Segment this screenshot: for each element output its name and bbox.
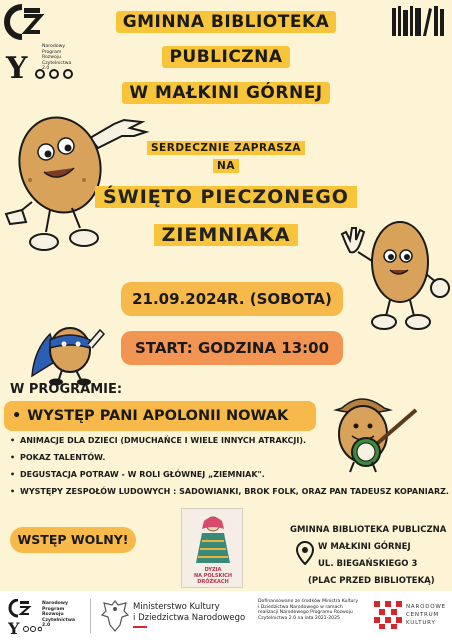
czy-caption-line: Czytelnictwa — [42, 60, 72, 66]
footer-czy-line: Rozwoju — [42, 612, 64, 618]
title-line-1: GMINNA BIBLIOTEKA — [0, 12, 452, 32]
event-name-line-1: ŚWIĘTO PIECZONEGO — [0, 186, 452, 208]
funding-note-line: realizacji Narodowego Programu Rozwoju — [258, 610, 353, 616]
nck-name — [406, 603, 446, 627]
free-entry-label: WSTĘP WOLNY! — [17, 532, 129, 547]
czy-caption-line: Narodowy — [42, 44, 66, 49]
footer-czy-line: Program — [42, 606, 65, 612]
nck-logo-icon — [374, 601, 402, 629]
potato-waving-illustration — [340, 216, 452, 332]
czy-caption-line: 2.0 — [42, 66, 50, 72]
czy-caption-line: Rozwoju — [42, 55, 61, 61]
location-line: (PLAC PRZED BIBLIOTEKĄ) — [308, 576, 435, 586]
book-title-line: NA POLSKICH — [193, 573, 233, 579]
funding-note-line: i Dziedzictwa Narodowego w ramach — [258, 604, 343, 610]
program-item: • ANIMACJE DLA DZIECI (DMUCHAŃCE I WIELE INNYCH ATRAKCJI). — [8, 432, 448, 449]
program-item: • POKAZ TALENTÓW. — [8, 449, 448, 466]
location-line: UL. BIEGAŃSKIEGO 3 — [318, 559, 418, 569]
ministry-line: i Dziedzictwa Narodowego — [133, 613, 246, 623]
invite-line-2: NA — [0, 160, 452, 172]
title-line-2: PUBLICZNA — [0, 47, 452, 67]
program-highlight: • WYSTĘP PANI APOLONII NOWAK — [4, 401, 316, 431]
location-name: GMINNA BIBLIOTEKA PUBLICZNA — [290, 525, 447, 535]
potato-superhero-illustration — [28, 320, 106, 386]
date-pill — [121, 282, 343, 316]
start-pill — [121, 331, 343, 365]
footer-czy-caption — [42, 601, 75, 629]
free-entry-badge — [10, 527, 136, 553]
footer — [0, 591, 452, 640]
map-pin-icon — [296, 541, 314, 565]
czy-caption-line: Program — [42, 49, 62, 55]
svg-text:Y: Y — [8, 619, 20, 635]
czy-footer-logo-mark — [8, 599, 42, 635]
ministry-accent-bar — [133, 626, 147, 628]
program-item: • DEGUSTACJA POTRAW - W ROLI GŁÓWNEJ „ZIEMNIAK". — [8, 466, 448, 483]
nck-line: NARODOWE — [406, 604, 446, 610]
event-name-line-2: ZIEMNIAKA — [0, 224, 452, 246]
book-title — [182, 567, 244, 585]
title-line-3: W MAŁKINI GÓRNEJ — [0, 83, 452, 103]
svg-text:Y: Y — [6, 51, 28, 80]
ministry-name — [133, 602, 245, 628]
book-title-line: DYZIA — [204, 567, 222, 573]
doll-illustration — [194, 515, 232, 565]
program-item: • WYSTĘPY ZESPOŁÓW LUDOWYCH : SADOWIANKI, BROK FOLK, ORAZ PAN TADEUSZ KOPANIARZ. — [8, 483, 448, 500]
start-label: START: GODZINA 13:00 — [134, 339, 330, 357]
invite-line-1: SERDECZNIE ZAPRASZA — [0, 142, 452, 154]
polish-eagle-icon — [100, 599, 130, 633]
location-block — [290, 522, 450, 590]
czy-dots-icon — [34, 68, 76, 80]
footer-czy-line: 2.0 — [42, 623, 51, 629]
program-highlight-text: WYSTĘP PANI APOLONII NOWAK — [27, 408, 289, 424]
footer-divider — [90, 599, 91, 633]
funding-note — [258, 599, 366, 621]
program-heading: W PROGRAMIE: — [10, 382, 123, 397]
nck-line: CENTRUM — [406, 612, 439, 618]
footer-czy-line: Narodowy — [42, 601, 69, 606]
footer-czy-line: Czytelnictwa — [42, 617, 76, 623]
ministry-line: Ministerstwo Kultury — [133, 602, 220, 612]
book-title-line: DRÓŻKACH — [197, 579, 229, 585]
date-label: 21.09.2024R. (SOBOTA) — [132, 290, 332, 308]
nck-line: KULTURY — [406, 620, 436, 626]
funding-note-line: Dofinansowano ze środków Ministra Kultury — [258, 599, 359, 604]
location-line: W MAŁKINI GÓRNEJ — [318, 542, 411, 552]
program-list — [8, 432, 448, 500]
book-cover — [181, 508, 243, 588]
funding-note-line: Czytelnictwa 2.0 na lata 2021-2025 — [258, 615, 340, 621]
